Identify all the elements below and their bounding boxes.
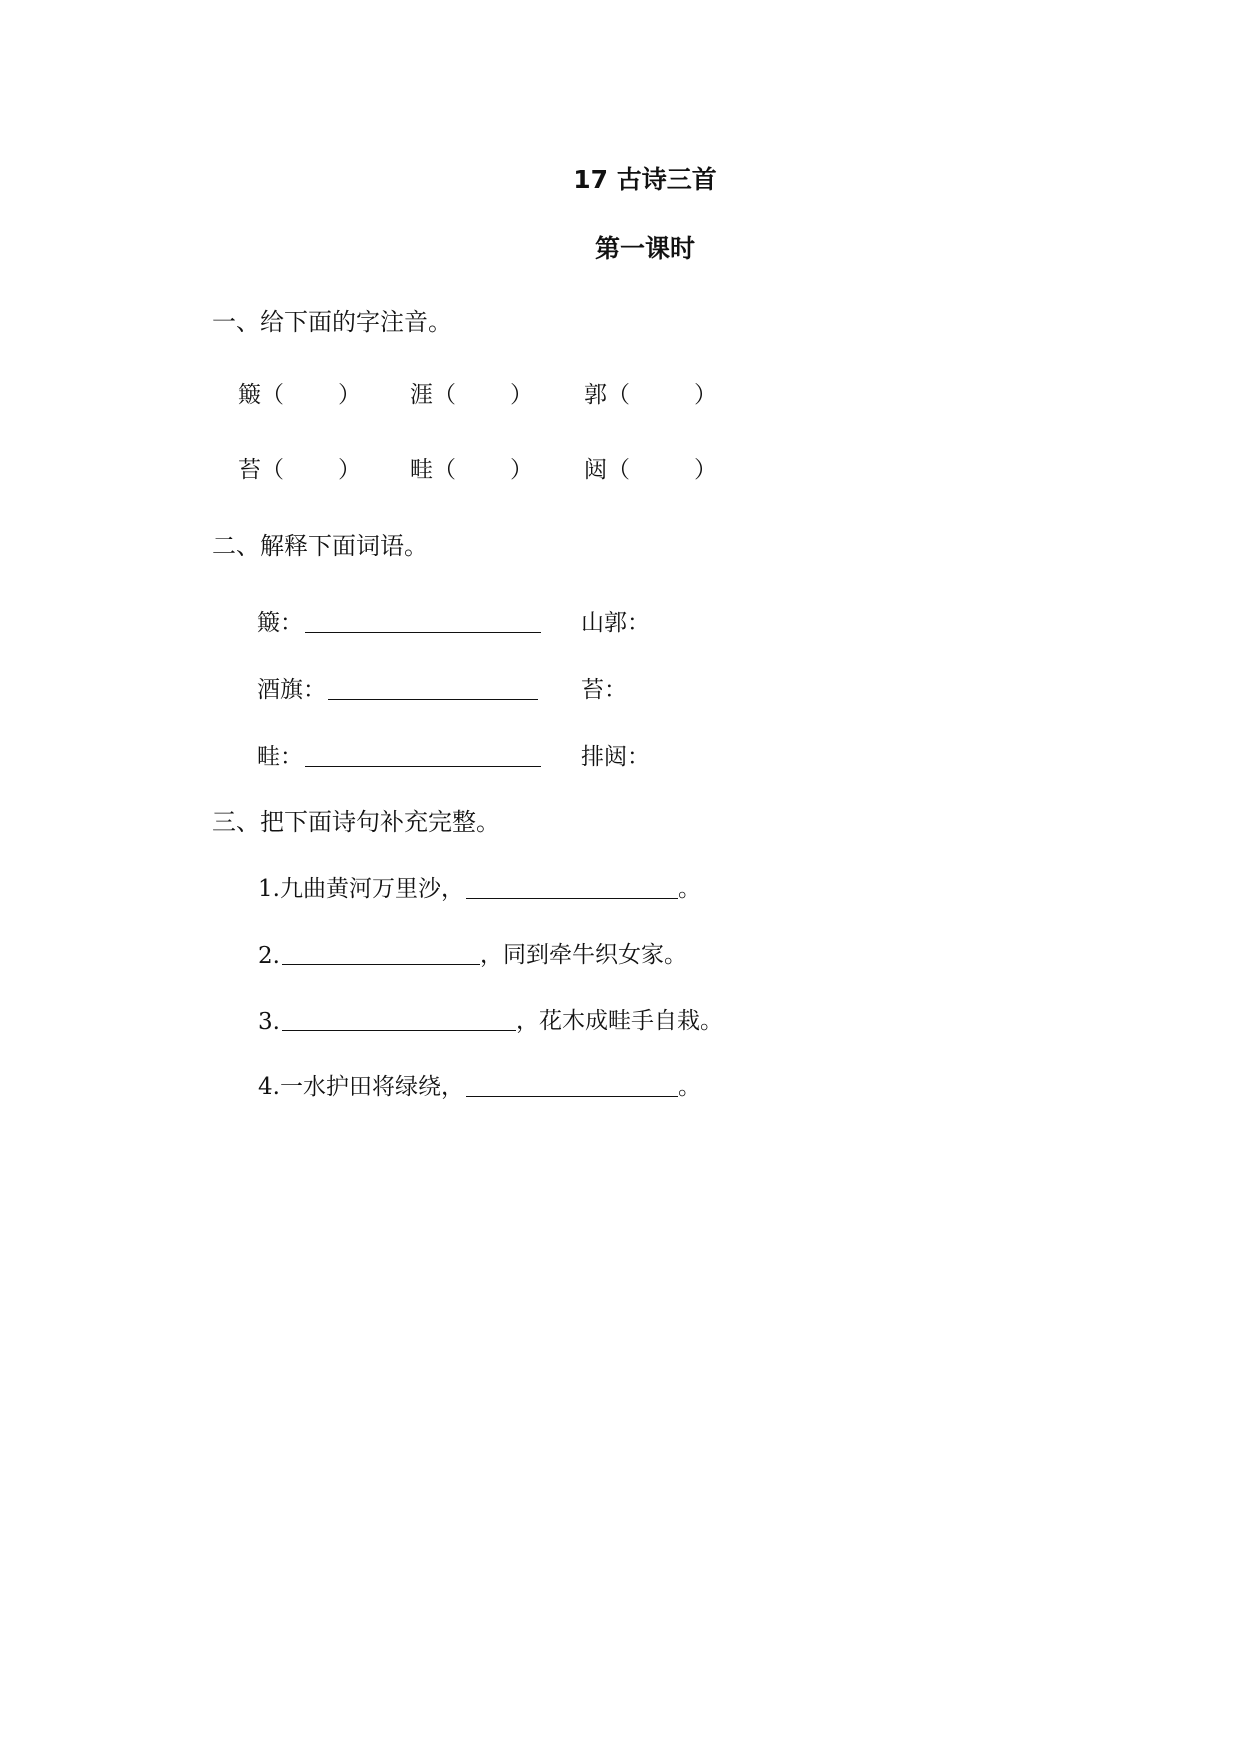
poem-text-before: 1.九曲黄河万里沙， [258,876,464,902]
poem-text-after: ，花木成畦手自栽。 [515,1008,723,1034]
definition-label: 酒旗： [257,677,326,703]
section3-heading: 三、把下面诗句补充完整。 [212,808,500,836]
definition-item [257,671,538,704]
definition-item [581,671,627,704]
pinyin-item [410,376,533,409]
section1-heading: 一、给下面的字注音。 [212,308,452,336]
pinyin-char: 涯 [410,382,433,408]
pinyin-item [238,376,361,409]
answer-blank[interactable] [305,631,541,633]
poem-line [258,870,701,903]
close-paren: ） [694,457,717,483]
definition-item [257,604,541,637]
close-paren: ） [338,457,361,483]
close-paren: ） [694,382,717,408]
definition-label: 簸： [257,610,303,636]
pinyin-char: 苔 [238,457,261,483]
pinyin-item [238,451,361,484]
open-paren: （ [607,457,630,483]
poem-text-before: 2. [258,943,280,969]
poem-line [258,1068,701,1101]
answer-blank[interactable] [305,765,541,767]
pinyin-item [584,376,717,409]
open-paren: （ [261,457,284,483]
poem-line [258,936,687,969]
pinyin-char: 畦 [410,457,433,483]
poem-text-after: 。 [677,1074,701,1100]
definition-label: 山郭： [581,610,650,636]
definition-label: 畦： [257,744,303,770]
definition-item [581,604,650,637]
poem-text-after: ，同到牵牛织女家。 [479,942,687,968]
pinyin-char: 簸 [238,382,261,408]
pinyin-char: 郭 [584,382,607,408]
poem-text-before: 4.一水护田将绿绕， [258,1074,464,1100]
pinyin-char: 闼 [584,457,607,483]
poem-text-before: 3. [258,1009,280,1035]
poem-text-after: 。 [677,876,701,902]
definition-label: 排闼： [581,744,650,770]
open-paren: （ [433,382,456,408]
close-paren: ） [510,457,533,483]
close-paren: ） [338,382,361,408]
definition-item [581,738,650,771]
open-paren: （ [261,382,284,408]
open-paren: （ [433,457,456,483]
close-paren: ） [510,382,533,408]
page-title: 17 古诗三首 [573,165,717,194]
definition-item [257,738,541,771]
pinyin-item [410,451,533,484]
lesson-subtitle: 第一课时 [594,234,695,263]
answer-blank[interactable] [282,963,480,965]
poem-line [258,1002,723,1035]
answer-blank[interactable] [466,897,678,899]
section2-heading: 二、解释下面词语。 [212,532,428,560]
answer-blank[interactable] [282,1029,516,1031]
open-paren: （ [607,382,630,408]
pinyin-item [584,451,717,484]
definition-label: 苔： [581,677,627,703]
answer-blank[interactable] [466,1095,678,1097]
answer-blank[interactable] [328,698,538,700]
